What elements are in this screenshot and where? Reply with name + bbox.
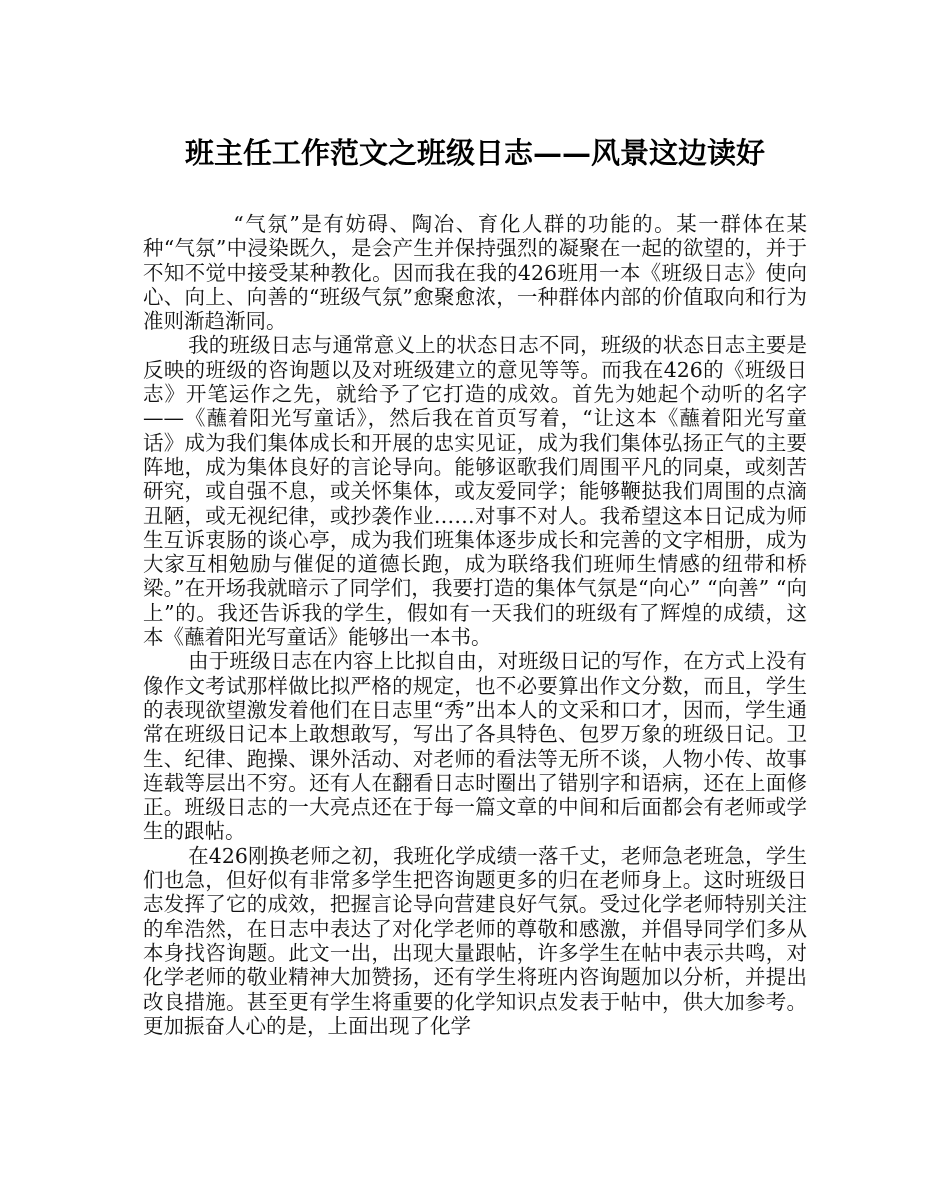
paragraph-3: 由于班级日志在内容上比拟自由，对班级日记的写作，在方式上没有像作文考试那样做比拟严格的规定，也不必要算出作文分数，而且，学生的表现欲望激发着他们在日志里“秀”出本人的文采和口才，因而，学生通常在班级日记本上敢想敢写，写出了各具特色、包罗万象的班级日记。卫生、纪律、跑操、课外活动、对老师的看法等无所不谈，人物小传、故事连载等层出不穷。还有人在翻看日志时圈出了错别字和语病，还在上面修正。班级日志的一大亮点还在于每一篇文章的中间和后面都会有老师或学生的跟帖。 bbox=[143, 649, 807, 844]
paragraph-1: “气氛”是有妨碍、陶冶、育化人群的功能的。某一群体在某种“气氛”中浸染既久，是会产生并保持强烈的凝聚在一起的欲望的，并于不知不觉中接受某种教化。因而我在我的426班用一本《班级日志》使向心、向上、向善的“班级气氛”愈聚愈浓，一种群体内部的价值取向和行为准则渐趋渐同。 bbox=[143, 212, 807, 334]
document-title: 班主任工作范文之班级日志——风景这边读好 bbox=[184, 136, 765, 170]
document-body bbox=[143, 212, 807, 1038]
paragraph-2: 我的班级日志与通常意义上的状态日志不同，班级的状态日志主要是反映的班级的咨询题以及对班级建立的意见等等。而我在426的《班级日志》开笔运作之先，就给予了它打造的成效。首先为她起个动听的名字——《蘸着阳光写童话》，然后我在首页写着，“让这本《蘸着阳光写童话》成为我们集体成长和开展的忠实见证，成为我们集体弘扬正气的主要阵地，成为集体良好的言论导向。能够讴歌我们周围平凡的同桌，或刻苦研究，或自强不息，或关怀集体，或友爱同学；能够鞭挞我们周围的点滴丑陋，或无视纪律，或抄袭作业……对事不对人。我希望这本日记成为师生互诉衷肠的谈心亭，成为我们班集体逐步成长和完善的文字相册，成为大家互相勉励与催促的道德长跑，成为联络我们班师生情感的纽带和桥梁。”在开场我就暗示了同学们，我要打造的集体气氛是“向心” “向善” “向上”的。我还告诉我的学生，假如有一天我们的班级有了辉煌的成绩，这本《蘸着阳光写童话》能够出一本书。 bbox=[143, 333, 807, 650]
paragraph-4: 在426刚换老师之初，我班化学成绩一落千丈，老师急老班急，学生们也急，但好似有非常多学生把咨询题更多的归在老师身上。这时班级日志发挥了它的成效，把握言论导向营建良好气氛。受过化学老师特别关注的牟浩然，在日志中表达了对化学老师的尊敬和感激，并倡导同学们多从本身找咨询题。此文一出，出现大量跟帖，许多学生在帖中表示共鸣，对化学老师的敬业精神大加赞扬，还有学生将班内咨询题加以分析，并提出改良措施。甚至更有学生将重要的化学知识点发表于帖中，供大加参考。更加振奋人心的是，上面出现了化学 bbox=[143, 843, 807, 1038]
